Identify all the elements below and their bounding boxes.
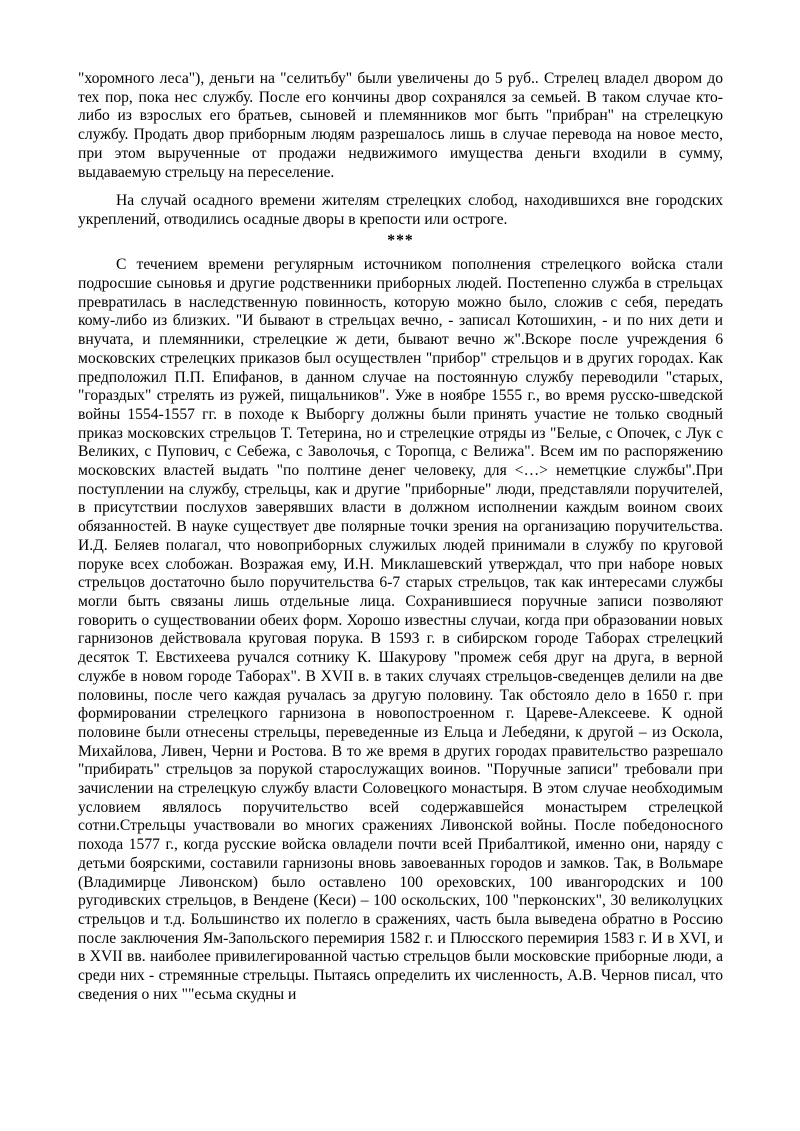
document-page [78, 70, 723, 1004]
paragraph-1: "хоромного леса"), деньги на "селитьбу" были увеличены до 5 руб.. Стрелец владел двором до тех пор, пока нес службу. После его кончины двор сохранялся за семьей. В таком случае кто-либо из взрослых его братьев, сыновей и племянников мог быть "прибран" на стрелецкую службу. Продать двор приборным людям разрешалось лишь в случае перевода на новое место, при этом вырученные от продажи недвижимого имущества деньги входили в сумму, выдаваемую стрельцу на переселение. [78, 70, 723, 181]
paragraph-3: С течением времени регулярным источником пополнения стрелецкого войска стали подросшие сыновья и другие родственники приборных людей. Постепенно служба в стрельцах превратилась в наследственную повинность, которую можно было, сложив с себя, передать кому-либо из близких. "И бывают в стрельцах вечно, - записал Котошихин, - и по них дети и внучата, и племянники, стрелецкие ж дети, бывают вечно ж".Вскоре после учреждения 6 московских стрелецких приказов был осуществлен "прибор" стрельцов и в других городах. Как предположил П.П. Епифанов, в данном случае на постоянную службу переводили "старых, "гораздых" стрелять из ружей, пищальников". Уже в ноябре 1555 г., во время русско-шведской войны 1554-1557 гг. в походе к Выборгу должны были принять участие не только сводный приказ московских стрельцов Т. Тетерина, но и стрелецкие отряды из "Белые, с Опочек, с Лук с Великих, с Пупович, с Себежа, с Заволочья, с Торопца, с Велижа". Всем им по распоряжению московских властей выдать "по полтине денег человеку, для <…> неметцкие службы".При поступлении на службу, стрельцы, как и другие "приборные" люди, представляли поручителей, в присутствии послухов заверявших власти в должном исполнении каждым воином своих обязанностей. В науке существует две полярные точки зрения на организацию поручительства. И.Д. Беляев полагал, что новоприборных служилых людей принимали в службу по круговой поруке всех слобожан. Возражая ему, И.Н. Миклашевский утверждал, что при наборе новых стрельцов достаточно было поручительства 6-7 старых стрельцов, так как интересами службы могли быть связаны лишь отдельные лица. Сохранившиеся поручные записи позволяют говорить о существовании обеих форм. Хорошо известны случаи, когда при образовании новых гарнизонов действовала круговая порука. В 1593 г. в сибирском городе Таборах стрелецкий десяток Т. Евстихеева ручался сотнику К. Шакурову "промеж себя друг на друга, в верной службе в новом городе Таборах". В XVII в. в таких случаях стрельцов-сведенцев делили на две половины, после чего каждая ручалась за другую половину. Так обстояло дело в 1650 г. при формировании стрелецкого гарнизона в новопостроенном г. Цареве-Алексееве. К одной половине были отнесены стрельцы, переведенные из Ельца и Лебедяни, к другой – из Оскола, Михайлова, Ливен, Черни и Ростова. В то же время в других городах правительство разрешало "прибирать" стрельцов за порукой старослужащих воинов. "Поручные записи" требовали при зачислении на стрелецкую службу власти Соловецкого монастыря. В этом случае необходимым условием являлось поручительство всей содержавшейся монастырем стрелецкой сотни.Стрельцы участвовали во многих сражениях Ливонской войны. После победоносного похода 1577 г., когда русские войска овладели почти всей Прибалтикой, именно они, наряду с детьми боярскими, составили гарнизоны вновь завоеванных городов и замков. Так, в Вольмаре (Владимирце Ливонском) было оставлено 100 ореховских, 100 ивангородских и 100 ругодивских стрельцов, в Вендене (Кеси) – 100 оскольских, 100 "перконских", 30 великолуцких стрельцов и т.д. Большинство их полегло в сражениях, часть была выведена обратно в Россию после заключения Ям-Запольского перемирия 1582 г. и Плюсского перемирия 1583 г. И в XVI, и в XVII вв. наиболее привилегированной частью стрельцов были московские приборные люди, а среди них - стремянные стрельцы. Пытаясь определить их численность, А.В. Чернов писал, что сведения о них ""есьма скудны и [78, 256, 723, 1003]
paragraph-2: На случай осадного времени жителям стрелецких слобод, находившихся вне городских укреплений, отводились осадные дворы в крепости или остроге. [78, 192, 723, 228]
section-separator: *** [387, 231, 414, 249]
